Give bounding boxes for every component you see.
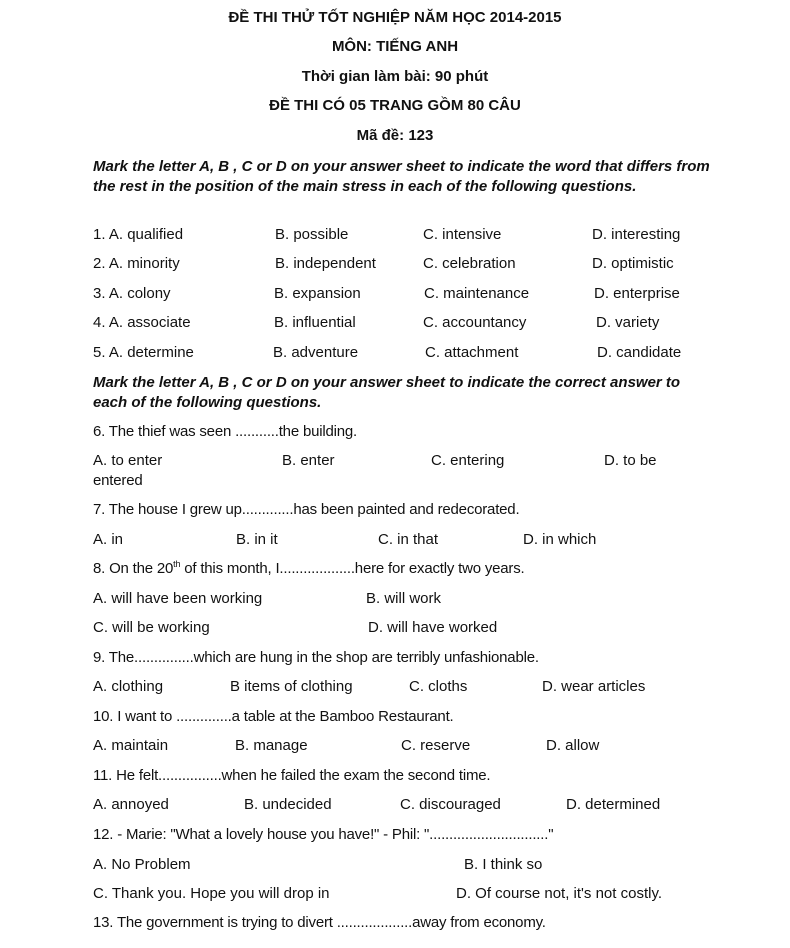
option-a[interactable]: A. will have been working [93, 590, 263, 607]
question-row [0, 314, 790, 336]
question-row [0, 285, 790, 307]
question-12-options-1 [0, 856, 790, 878]
option-d[interactable]: D. wear articles [542, 678, 646, 695]
exam-title: ĐỀ THI THỬ TỐT NGHIỆP NĂM HỌC 2014-2015 [228, 9, 562, 26]
option-d[interactable]: D. in which [523, 531, 597, 548]
option-c[interactable]: C. Thank you. Hope you will drop in [93, 885, 330, 902]
option-d-continuation: entered [93, 472, 143, 489]
question-12-options-2 [0, 885, 790, 907]
option-d[interactable]: D. determined [566, 796, 661, 813]
ordinal-suffix: th [173, 559, 181, 569]
section1-instruction: Mark the letter A, B , C or D on your answer sheet to indicate the word that differs from the rest in the position of the main stress in each of the following questions. [93, 158, 710, 195]
time-line: Thời gian làm bài: 90 phút [301, 68, 489, 85]
option-c[interactable]: C. will be working [93, 619, 210, 636]
option-b[interactable]: B. independent [275, 255, 376, 272]
option-d[interactable]: D. enterprise [594, 285, 680, 302]
question-6: 6. The thief was seen ...........the building. [93, 423, 358, 440]
option-b[interactable]: B. expansion [274, 285, 361, 302]
question-10-options [0, 737, 790, 759]
pages-line: ĐỀ THI CÓ 05 TRANG GỒM 80 CÂU [269, 97, 521, 114]
option-c[interactable]: C. intensive [423, 226, 502, 243]
option-a[interactable]: 1. A. qualified [93, 226, 184, 243]
option-b[interactable]: B. manage [235, 737, 308, 754]
question-9: 9. The...............which are hung in the shop are terribly unfashionable. [93, 649, 539, 666]
question-13: 13. The government is trying to divert ...................away from economy. [93, 914, 546, 931]
question-row [0, 226, 790, 248]
option-a[interactable]: A. to enter [93, 452, 163, 469]
question-12: 12. - Marie: "What a lovely house you have!" - Phil: ".............................." [93, 826, 554, 843]
option-c[interactable]: C. reserve [401, 737, 471, 754]
option-b[interactable]: B. I think so [464, 856, 543, 873]
option-a[interactable]: A. clothing [93, 678, 164, 695]
question-6-options [0, 452, 790, 474]
option-c[interactable]: C. discouraged [400, 796, 501, 813]
question-11: 11. He felt................when he failed the exam the second time. [93, 767, 491, 784]
question-8-options-1 [0, 590, 790, 612]
option-b[interactable]: B. adventure [273, 344, 359, 361]
question-8 [93, 560, 524, 577]
option-a[interactable]: 2. A. minority [93, 255, 180, 272]
question-8-end: of this month, I...................here for exactly two years. [180, 560, 525, 577]
option-d[interactable]: D. to be [604, 452, 657, 469]
question-10: 10. I want to ..............a table at the Bamboo Restaurant. [93, 708, 454, 725]
option-a[interactable]: A. No Problem [93, 856, 191, 873]
option-b[interactable]: B. enter [282, 452, 335, 469]
question-row [0, 255, 790, 277]
option-c[interactable]: C. in that [378, 531, 439, 548]
option-d[interactable]: D. interesting [592, 226, 681, 243]
subject-line: MÔN: TIẾNG ANH [331, 38, 459, 55]
option-c[interactable]: C. celebration [423, 255, 516, 272]
option-d[interactable]: D. Of course not, it's not costly. [456, 885, 662, 902]
option-d[interactable]: D. optimistic [592, 255, 674, 272]
option-b[interactable]: B items of clothing [230, 678, 353, 695]
option-a[interactable]: A. annoyed [93, 796, 169, 813]
option-b[interactable]: B. will work [366, 590, 442, 607]
option-b[interactable]: B. undecided [244, 796, 332, 813]
question-7: 7. The house I grew up.............has been painted and redecorated. [93, 501, 520, 518]
option-b[interactable]: B. influential [274, 314, 356, 331]
question-9-options [0, 678, 790, 700]
option-a[interactable]: A. maintain [93, 737, 169, 754]
question-11-options [0, 796, 790, 818]
option-c[interactable]: C. cloths [409, 678, 468, 695]
question-row [0, 344, 790, 366]
option-c[interactable]: C. attachment [425, 344, 519, 361]
option-b[interactable]: B. possible [275, 226, 349, 243]
option-c[interactable]: C. maintenance [424, 285, 530, 302]
section2-instruction: Mark the letter A, B , C or D on your answer sheet to indicate the correct answer to each of the following questions. [93, 374, 681, 411]
option-b[interactable]: B. in it [236, 531, 278, 548]
option-c[interactable]: C. accountancy [423, 314, 527, 331]
option-d[interactable]: D. allow [546, 737, 600, 754]
question-8-options-2 [0, 619, 790, 641]
question-7-options [0, 531, 790, 553]
option-d[interactable]: D. candidate [597, 344, 682, 361]
option-c[interactable]: C. entering [431, 452, 505, 469]
option-a[interactable]: 5. A. determine [93, 344, 194, 361]
option-d[interactable]: D. will have worked [368, 619, 498, 636]
option-a[interactable]: A. in [93, 531, 124, 548]
question-8-start: 8. On the 20 [93, 560, 174, 577]
option-a[interactable]: 4. A. associate [93, 314, 191, 331]
exam-code: Mã đề: 123 [356, 127, 434, 144]
option-a[interactable]: 3. A. colony [93, 285, 171, 302]
option-d[interactable]: D. variety [596, 314, 660, 331]
